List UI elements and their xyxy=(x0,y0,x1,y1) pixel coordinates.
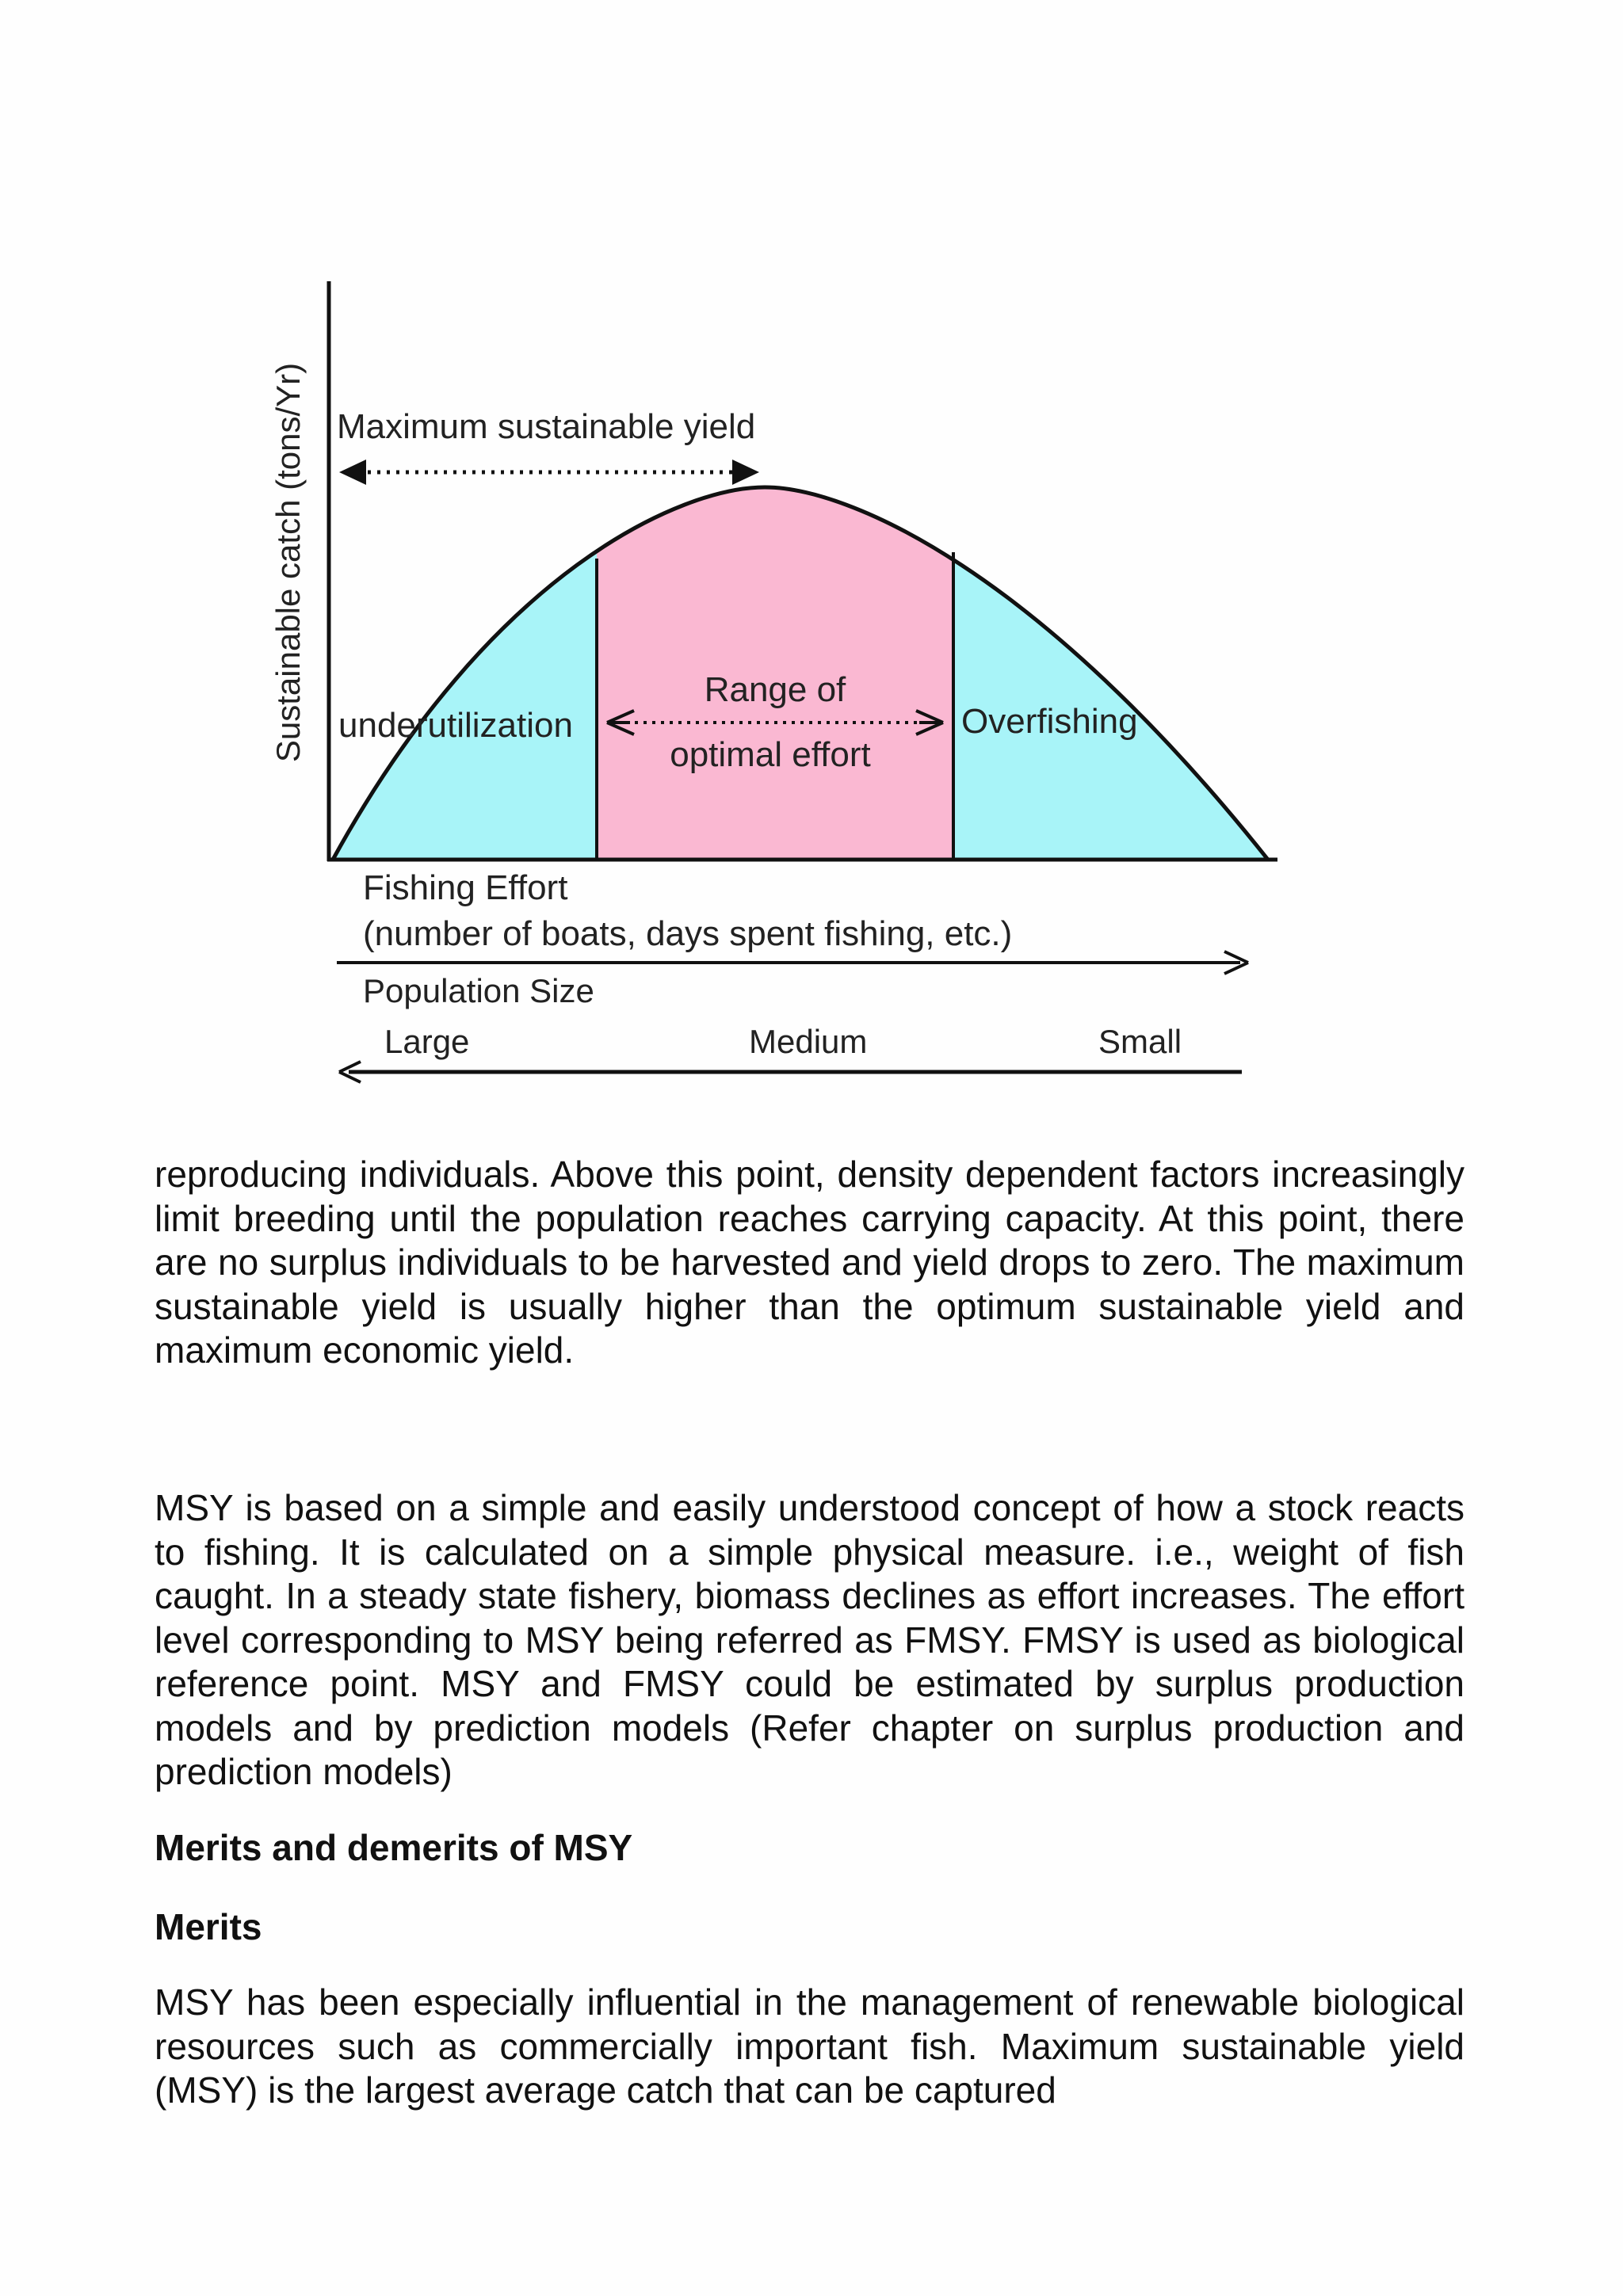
paragraph-3: MSY has been especially influential in the management of renewable biological resources such as commercially important fish. Maximum sustainable yield (MSY) is the largest average catch that can be captured xyxy=(155,1981,1465,2111)
population-large: Large xyxy=(384,1023,470,1060)
paragraph-2: MSY is based on a simple and easily understood concept of how a stock reacts to fishing. It is calculated on a simple physical measure. i.e., weight of fish caught. In a steady state fishery, biomass declines as effort increases. The effort level corresponding to MSY being referred as FMSY. FMSY is used as biological reference point. MSY and FMSY could be estimated by surplus production models and by prediction models (Refer chapter on surplus production and prediction models) xyxy=(155,1487,1465,1792)
population-label: Population Size xyxy=(363,972,594,1009)
msy-figure xyxy=(0,0,1623,1109)
underutilization-label: underutilization xyxy=(338,706,573,745)
curve-regions xyxy=(333,444,1270,860)
overfishing-label: Overfishing xyxy=(961,702,1138,741)
y-axis-label: Sustainable catch (tons/Yr) xyxy=(269,362,307,763)
x-axis-label-1: Fishing Effort xyxy=(363,868,568,907)
population-small: Small xyxy=(1098,1023,1182,1060)
population-medium: Medium xyxy=(749,1023,868,1060)
heading-merits-demerits: Merits and demerits of MSY xyxy=(155,1827,633,1868)
msy-arrow-right-head xyxy=(732,460,759,485)
underutilization-region xyxy=(333,444,597,860)
optimal-effort-region xyxy=(597,444,953,860)
optimal-effort-label-1: Range of xyxy=(704,670,846,709)
msy-arrow-left-head xyxy=(339,460,366,485)
x-axis-label-2: (number of boats, days spent fishing, etc.) xyxy=(363,914,1013,953)
overfishing-region xyxy=(953,444,1270,860)
msy-label: Maximum sustainable yield xyxy=(337,407,756,446)
heading-merits: Merits xyxy=(155,1906,262,1947)
optimal-effort-label-2: optimal effort xyxy=(670,735,871,774)
paragraph-1: reproducing individuals. Above this point, density dependent factors increasingly limit breeding until the population reaches carrying capacity. At this point, there are no surplus individuals to be harvested and yield drops to zero. The maximum sustainable yield is usually higher than the optimum sustainable yield and maximum economic yield. xyxy=(155,1154,1465,1371)
